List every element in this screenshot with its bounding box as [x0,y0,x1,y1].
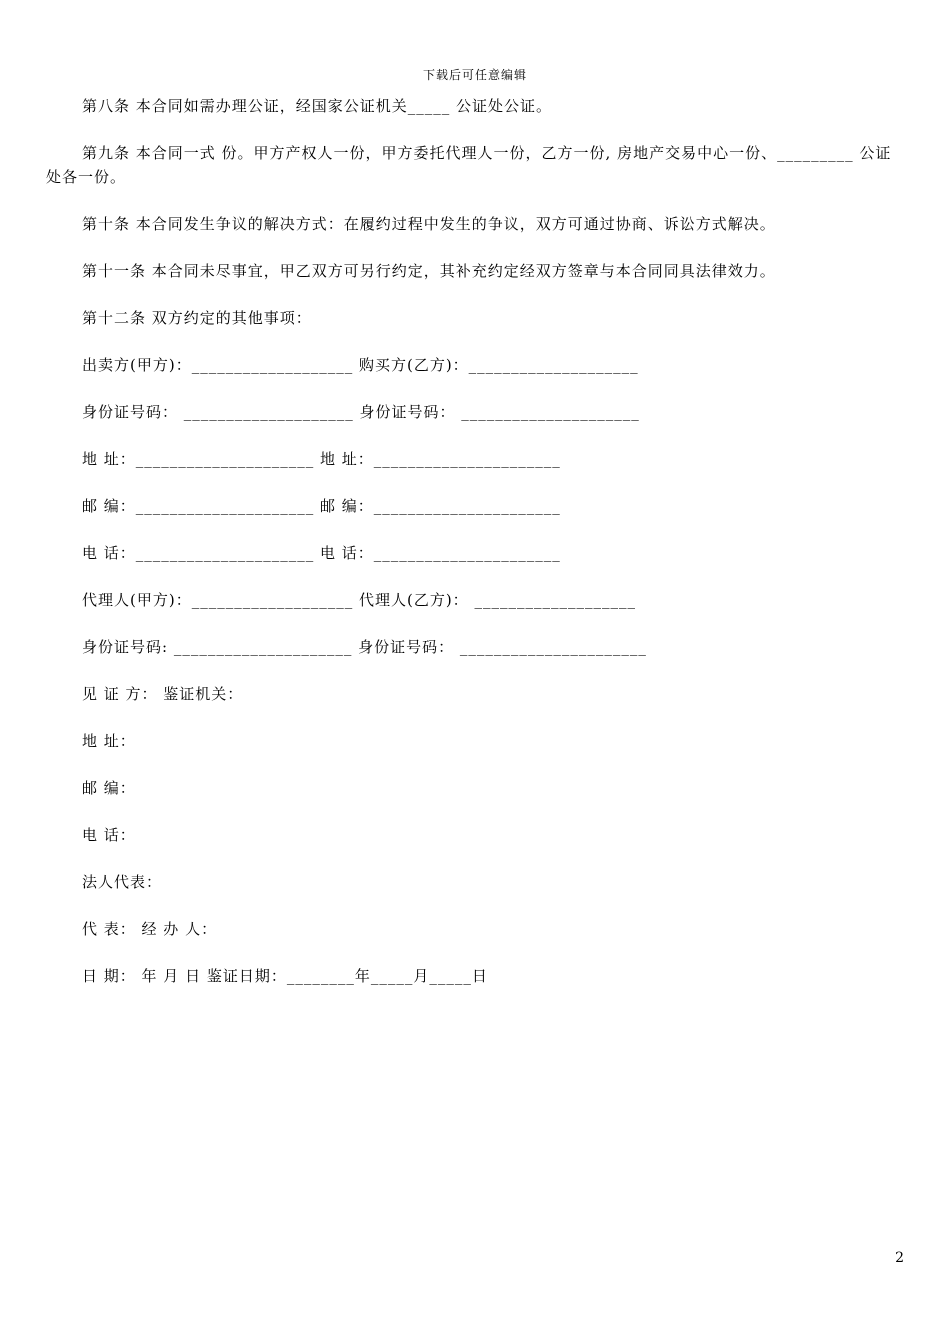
agent-line: 代理人(甲方)：___________________ 代理人(乙方)： ___________________ [82,591,636,609]
article-12: 第十二条 双方约定的其他事项： [82,309,312,327]
agent-id-number-line: 身份证号码: _____________________ 身份证号码： ______________________ [82,638,647,656]
witness-address-line: 地 址： [82,732,136,750]
contract-body [46,94,904,1011]
phone-line: 电 话：_____________________ 电 话：______________________ [82,544,561,562]
article-11: 第十一条 本合同未尽事宜，甲乙双方可另行约定，其补充约定经双方签章与本合同同具法律效力。 [82,262,776,280]
witness-postcode-line: 邮 编： [82,779,136,797]
page-number: 2 [895,1250,904,1266]
article-8: 第八条 本合同如需办理公证，经国家公证机关_____ 公证处公证。 [82,97,553,115]
witness-phone-line: 电 话： [82,826,136,844]
date-line: 日 期： 年 月 日 鉴证日期：________年_____月_____日 [82,967,488,985]
address-line: 地 址：_____________________ 地 址：______________________ [82,450,561,468]
legal-representative-line: 法人代表： [82,873,163,891]
seller-buyer-line: 出卖方(甲方)：___________________ 购买方(乙方)：____________________ [82,356,639,374]
article-10: 第十条 本合同发生争议的解决方式：在履约过程中发生的争议，双方可通过协商、诉讼方式解决。 [82,215,776,233]
page-header-note: 下载后可任意编辑 [422,68,527,82]
witness-line: 见 证 方： 鉴证机关： [82,685,244,703]
representative-handler-line: 代 表： 经 办 人： [82,920,218,938]
id-number-line: 身份证号码： ____________________ 身份证号码： _____________________ [82,403,640,421]
article-9: 第九条 本合同一式 份。甲方产权人一份，甲方委托代理人一份，乙方一份, 房地产交易中心一份、_________ 公证处各一份。 [46,144,892,186]
postcode-line: 邮 编：_____________________ 邮 编：______________________ [82,497,561,515]
